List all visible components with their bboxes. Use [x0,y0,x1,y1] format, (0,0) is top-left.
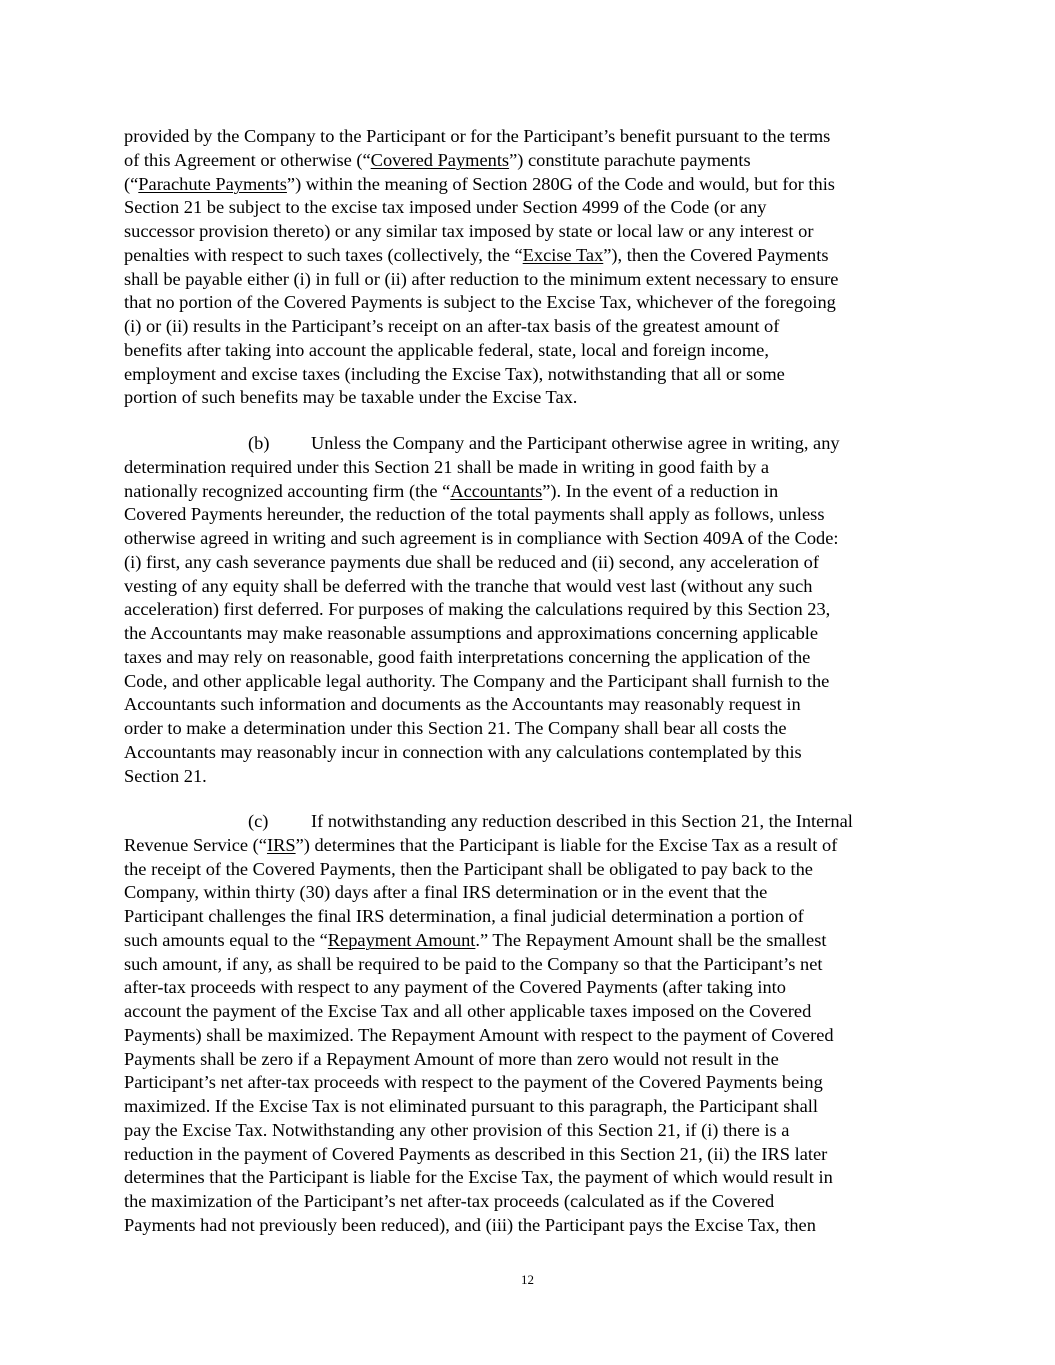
paragraph-line: determines that the Participant is liable for the Excise Tax, the payment of which would result in [124,1167,833,1188]
paragraph-line: otherwise agreed in writing and such agreement is in compliance with Section 409A of the Code: [124,528,839,548]
paragraph-line: Covered Payments hereunder, the reduction of the total payments shall apply as follows, unless [124,504,825,525]
paragraph-line: (c) If notwithstanding any reduction described in this Section 21, the Internal [124,810,944,834]
paragraph-line: account the payment of the Excise Tax and all other applicable taxes imposed on the Covered [124,1001,812,1021]
paragraph-line: acceleration) first deferred. For purposes of making the calculations required by this Section 23, [124,599,831,620]
paragraph-line: Payments) shall be maximized. The Repayment Amount with respect to the payment of Covered [124,1024,834,1045]
defined-term-covered-payments: Covered Payments [370,149,510,170]
paragraph-line: taxes and may rely on reasonable, good faith interpretations concerning the application of the [124,646,811,667]
paragraph-line: (b) Unless the Company and the Participant otherwise agree in writing, any [124,432,944,456]
paragraph-line: maximized. If the Excise Tax is not eliminated pursuant to this paragraph, the Participant shall [124,1096,818,1116]
page-number: 12 [521,1272,534,1287]
paragraph-line: penalties with respect to such taxes (collectively, the “Excise Tax”), then the Covered Payments [124,244,829,265]
defined-term-repayment-amount: Repayment Amount [327,929,476,950]
paragraph-line: Participant challenges the final IRS determination, a final judicial determination a portion of [124,906,804,926]
paragraph-line: Participant’s net after-tax proceeds with respect to the payment of the Covered Payments being [124,1072,823,1093]
paragraph-line: employment and excise taxes (including the Excise Tax), notwithstanding that all or some [124,363,785,384]
paragraph-line: (i) or (ii) results in the Participant’s receipt on an after-tax basis of the greatest amount of [124,316,780,336]
paragraph-line: portion of such benefits may be taxable under the Excise Tax. [124,387,578,408]
paragraph-line: Accountants such information and documents as the Accountants may reasonably request in [124,694,801,715]
defined-term-irs: IRS [266,834,296,855]
paragraph-b [124,432,944,788]
paragraph-line: Company, within thirty (30) days after a final IRS determination or in the event that the [124,882,768,903]
paragraph-line: benefits after taking into account the applicable federal, state, local and foreign income, [124,339,769,360]
defined-term-accountants: Accountants [450,480,543,501]
paragraph-line: Revenue Service (“IRS”) determines that the Participant is liable for the Excise Tax as a result of [124,834,838,855]
paragraph-line: of this Agreement or otherwise (“Covered Payments”) constitute parachute payments [124,149,751,170]
paragraph-line: nationally recognized accounting firm (the “Accountants”). In the event of a reduction in [124,480,779,501]
paragraph-c [124,810,944,1238]
paragraph-line: Accountants may reasonably incur in connection with any calculations contemplated by this [124,741,802,762]
paragraph-line: reduction in the payment of Covered Payments as described in this Section 21, (ii) the IRS later [124,1143,828,1164]
paragraph-line: successor provision thereto) or any similar tax imposed by state or local law or any interest or [124,221,814,241]
paragraph-line: Section 21 be subject to the excise tax imposed under Section 4999 of the Code (or any [124,197,767,218]
paragraph-line: such amount, if any, as shall be required to be paid to the Company so that the Participant’s net [124,953,823,974]
defined-term-excise-tax: Excise Tax [522,244,604,265]
paragraph-line: shall be payable either (i) in full or (ii) after reduction to the minimum extent necessary to ensure [124,268,839,289]
paragraph-line: Payments shall be zero if a Repayment Amount of more than zero would not result in the [124,1048,779,1069]
paragraph-a [124,125,944,410]
paragraph-line: the maximization of the Participant’s net after-tax proceeds (calculated as if the Covered [124,1191,775,1211]
paragraph-line: Section 21. [124,765,207,786]
paragraph-line: Code, and other applicable legal authority. The Company and the Participant shall furnish to the [124,670,830,691]
paragraph-line: pay the Excise Tax. Notwithstanding any other provision of this Section 21, if (i) there is a [124,1119,790,1140]
paragraph-line: that no portion of the Covered Payments is subject to the Excise Tax, whichever of the foregoing [124,292,836,313]
paragraph-line: (“Parachute Payments”) within the meaning of Section 280G of the Code and would, but for this [124,173,835,194]
paragraph-line: after-tax proceeds with respect to any payment of the Covered Payments (after taking into [124,977,786,998]
paragraph-line: provided by the Company to the Participant or for the Participant’s benefit pursuant to the terms [124,126,831,146]
paragraph-line: the receipt of the Covered Payments, then the Participant shall be obligated to pay back to the [124,858,813,879]
paragraph-line: such amounts equal to the “Repayment Amount.” The Repayment Amount shall be the smallest [124,929,827,950]
paragraph-label: (c) [248,811,269,831]
paragraph-line: Payments had not previously been reduced), and (iii) the Participant pays the Excise Tax, then [124,1214,816,1235]
paragraph-label: (b) [248,433,270,453]
defined-term-parachute-payments: Parachute Payments [138,173,287,194]
paragraph-line: order to make a determination under this Section 21. The Company shall bear all costs the [124,718,787,738]
paragraph-line: vesting of any equity shall be deferred with the tranche that would vest last (without any such [124,575,813,596]
paragraph-line: determination required under this Section 21 shall be made in writing in good faith by a [124,456,770,477]
paragraph-line: the Accountants may make reasonable assumptions and approximations concerning applicable [124,623,819,643]
paragraph-line: (i) first, any cash severance payments due shall be reduced and (ii) second, any acceleration of [124,551,819,572]
